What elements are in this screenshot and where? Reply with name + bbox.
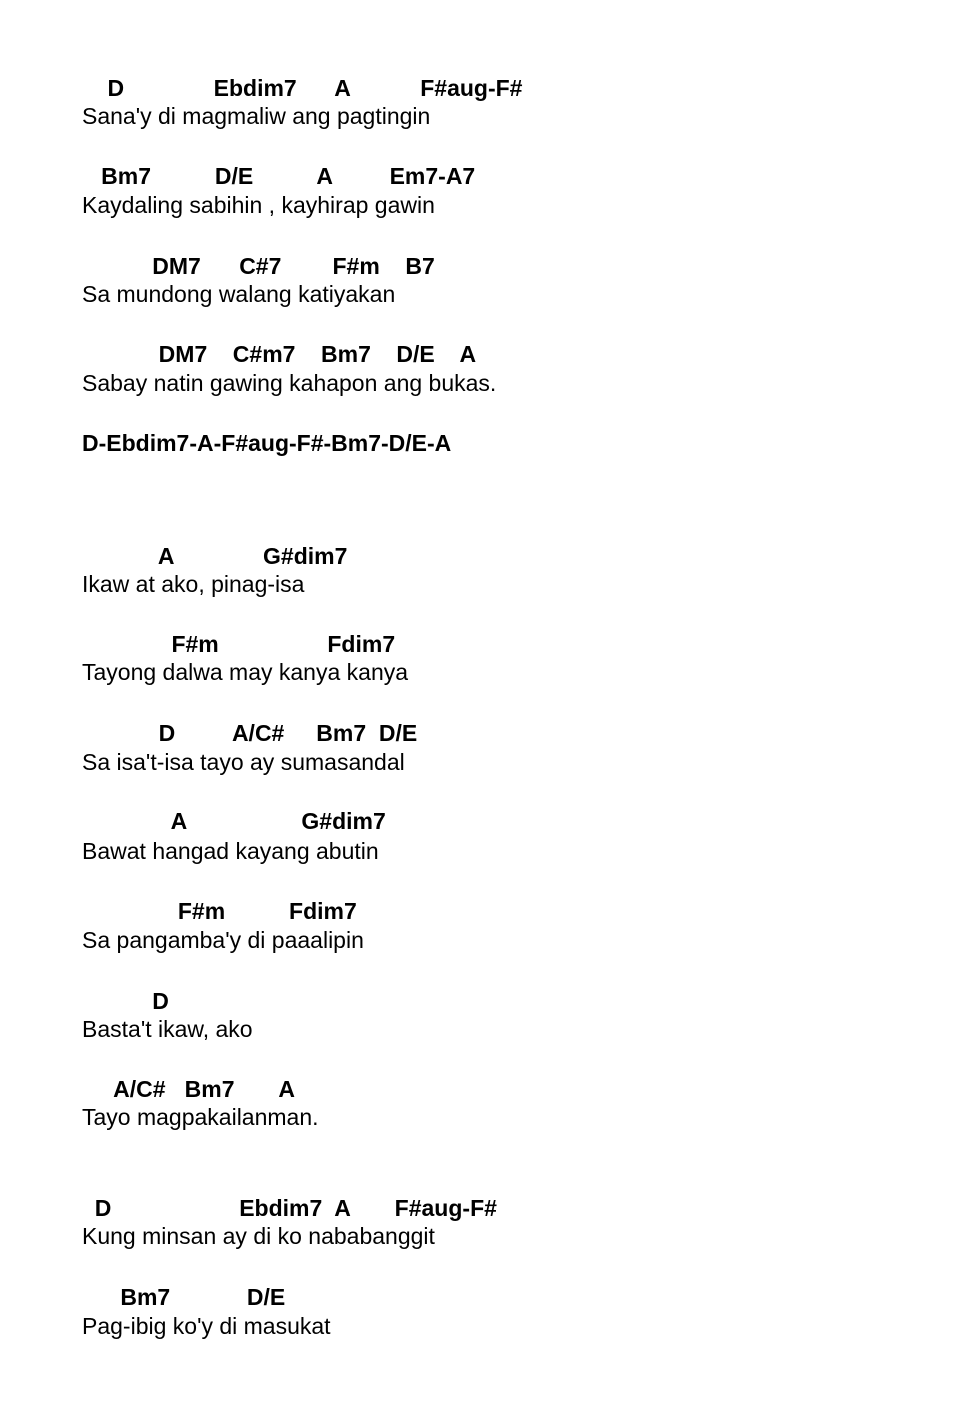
- chord-progression-line: D-Ebdim7-A-F#aug-F#-Bm7-D/E-A: [82, 430, 452, 456]
- lyric-line: Sa isa't-isa tayo ay sumasandal: [82, 749, 405, 775]
- lyric-line: Tayo magpakailanman.: [82, 1104, 319, 1130]
- chord-line: D: [82, 988, 169, 1014]
- lyric-line: Kung minsan ay di ko nababanggit: [82, 1223, 435, 1249]
- chord-line: DM7 C#7 F#m B7: [82, 253, 435, 279]
- lyric-line: Pag-ibig ko'y di masukat: [82, 1313, 331, 1339]
- lyric-line: Sa pangamba'y di paaalipin: [82, 927, 364, 953]
- lyric-line: Ikaw at ako, pinag-isa: [82, 571, 305, 597]
- lyric-line: Tayong dalwa may kanya kanya: [82, 659, 409, 685]
- chord-line: Bm7 D/E A Em7-A7: [82, 163, 476, 189]
- lyric-line: Kaydaling sabihin , kayhirap gawin: [82, 192, 435, 218]
- lyric-line: Sa mundong walang katiyakan: [82, 281, 396, 307]
- chord-line: D Ebdim7 A F#aug-F#: [82, 1195, 497, 1221]
- lyric-line: Sana'y di magmaliw ang pagtingin: [82, 103, 431, 129]
- chord-line: D Ebdim7 A F#aug-F#: [82, 75, 523, 101]
- chord-line: D A/C# Bm7 D/E: [82, 720, 418, 746]
- lyric-line: Basta't ikaw, ako: [82, 1016, 253, 1042]
- chord-line: F#m Fdim7: [82, 898, 357, 924]
- lyric-line: Bawat hangad kayang abutin: [82, 838, 379, 864]
- lyric-line: Sabay natin gawing kahapon ang bukas.: [82, 370, 497, 396]
- chord-line: A G#dim7: [82, 808, 386, 834]
- chord-line: F#m Fdim7: [82, 631, 396, 657]
- chord-line: A/C# Bm7 A: [82, 1076, 296, 1102]
- chord-line: DM7 C#m7 Bm7 D/E A: [82, 341, 477, 367]
- chord-line: A G#dim7: [82, 543, 348, 569]
- chord-line: Bm7 D/E: [82, 1284, 286, 1310]
